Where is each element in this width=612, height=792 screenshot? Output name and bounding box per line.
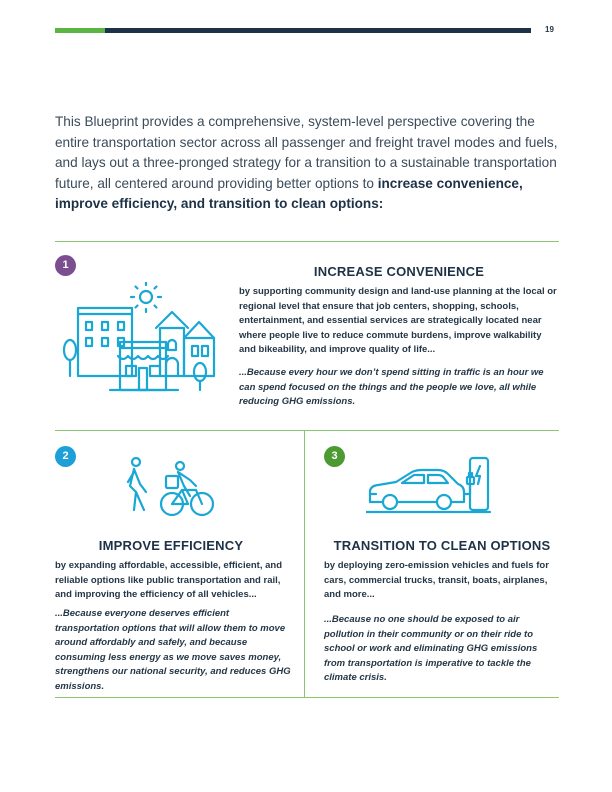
- section-3-body: by deploying zero-emission vehicles and fuels for cars, commercial trucks, transit, boats, airplanes, and more...: [324, 560, 549, 600]
- section-2-body: by expanding affordable, accessible, efficient, and reliable options like public transportation and rail, and improving the efficiency of all vehicles...: [55, 560, 283, 600]
- intro-text: This Blueprint provides a comprehensive, system-level perspective covering the entire transportation sector across all passenger and freight travel modes and fuels, and lays out a three-pronged strategy for a transition to a sustainable transportation future, all centered around providing better options to: [55, 114, 558, 191]
- divider-middle: [55, 430, 559, 431]
- intro-paragraph: [55, 112, 560, 215]
- divider-vertical: [304, 430, 305, 697]
- section-3-title: TRANSITION TO CLEAN OPTIONS: [333, 538, 551, 553]
- section-2-quote: ...Because everyone deserves efficient transportation options that will allow them to move around affordably and safely, and because consuming less energy as we move saves money, strengthens our national security, and reduces GHG emissions.: [55, 608, 291, 692]
- section-1-body: by supporting community design and land-use planning at the local or regional level that ensure that job centers, shopping, schools, entertainment, and essential services are strategically located near where people live to reduce commute burdens, improve walkability and bikeability, and improve quality of life...: [239, 286, 557, 355]
- header-bar: [55, 28, 531, 33]
- section-2-title: IMPROVE EFFICIENCY: [98, 538, 244, 553]
- section-1-quote: ...Because every hour we don’t spend sitting in traffic is an hour we can spend focused on the things and the people we love, all while reducing GHG emissions.: [239, 367, 544, 407]
- intro-emphasis: increase convenience, improve efficiency, and transition to clean options:: [55, 175, 523, 211]
- section-1-title: INCREASE CONVENIENCE: [313, 264, 485, 279]
- city-buildings-icon: [60, 282, 220, 394]
- section-1-badge: 1: [55, 255, 76, 276]
- header-bar-accent: [55, 28, 105, 33]
- section-2-badge: 2: [55, 446, 76, 467]
- section-3-badge: 3: [324, 446, 345, 467]
- section-3-quote: ...Because no one should be exposed to air pollution in their community or on their ride to school or work and eliminating GHG emissions from transportation is imperative to tackle the climate crisis.: [324, 614, 538, 683]
- walker-cyclist-icon: [124, 456, 216, 520]
- divider-top: [55, 241, 559, 242]
- electric-car-charger-icon: [366, 454, 492, 518]
- page-number: 19: [545, 25, 554, 34]
- divider-bottom: [55, 697, 559, 698]
